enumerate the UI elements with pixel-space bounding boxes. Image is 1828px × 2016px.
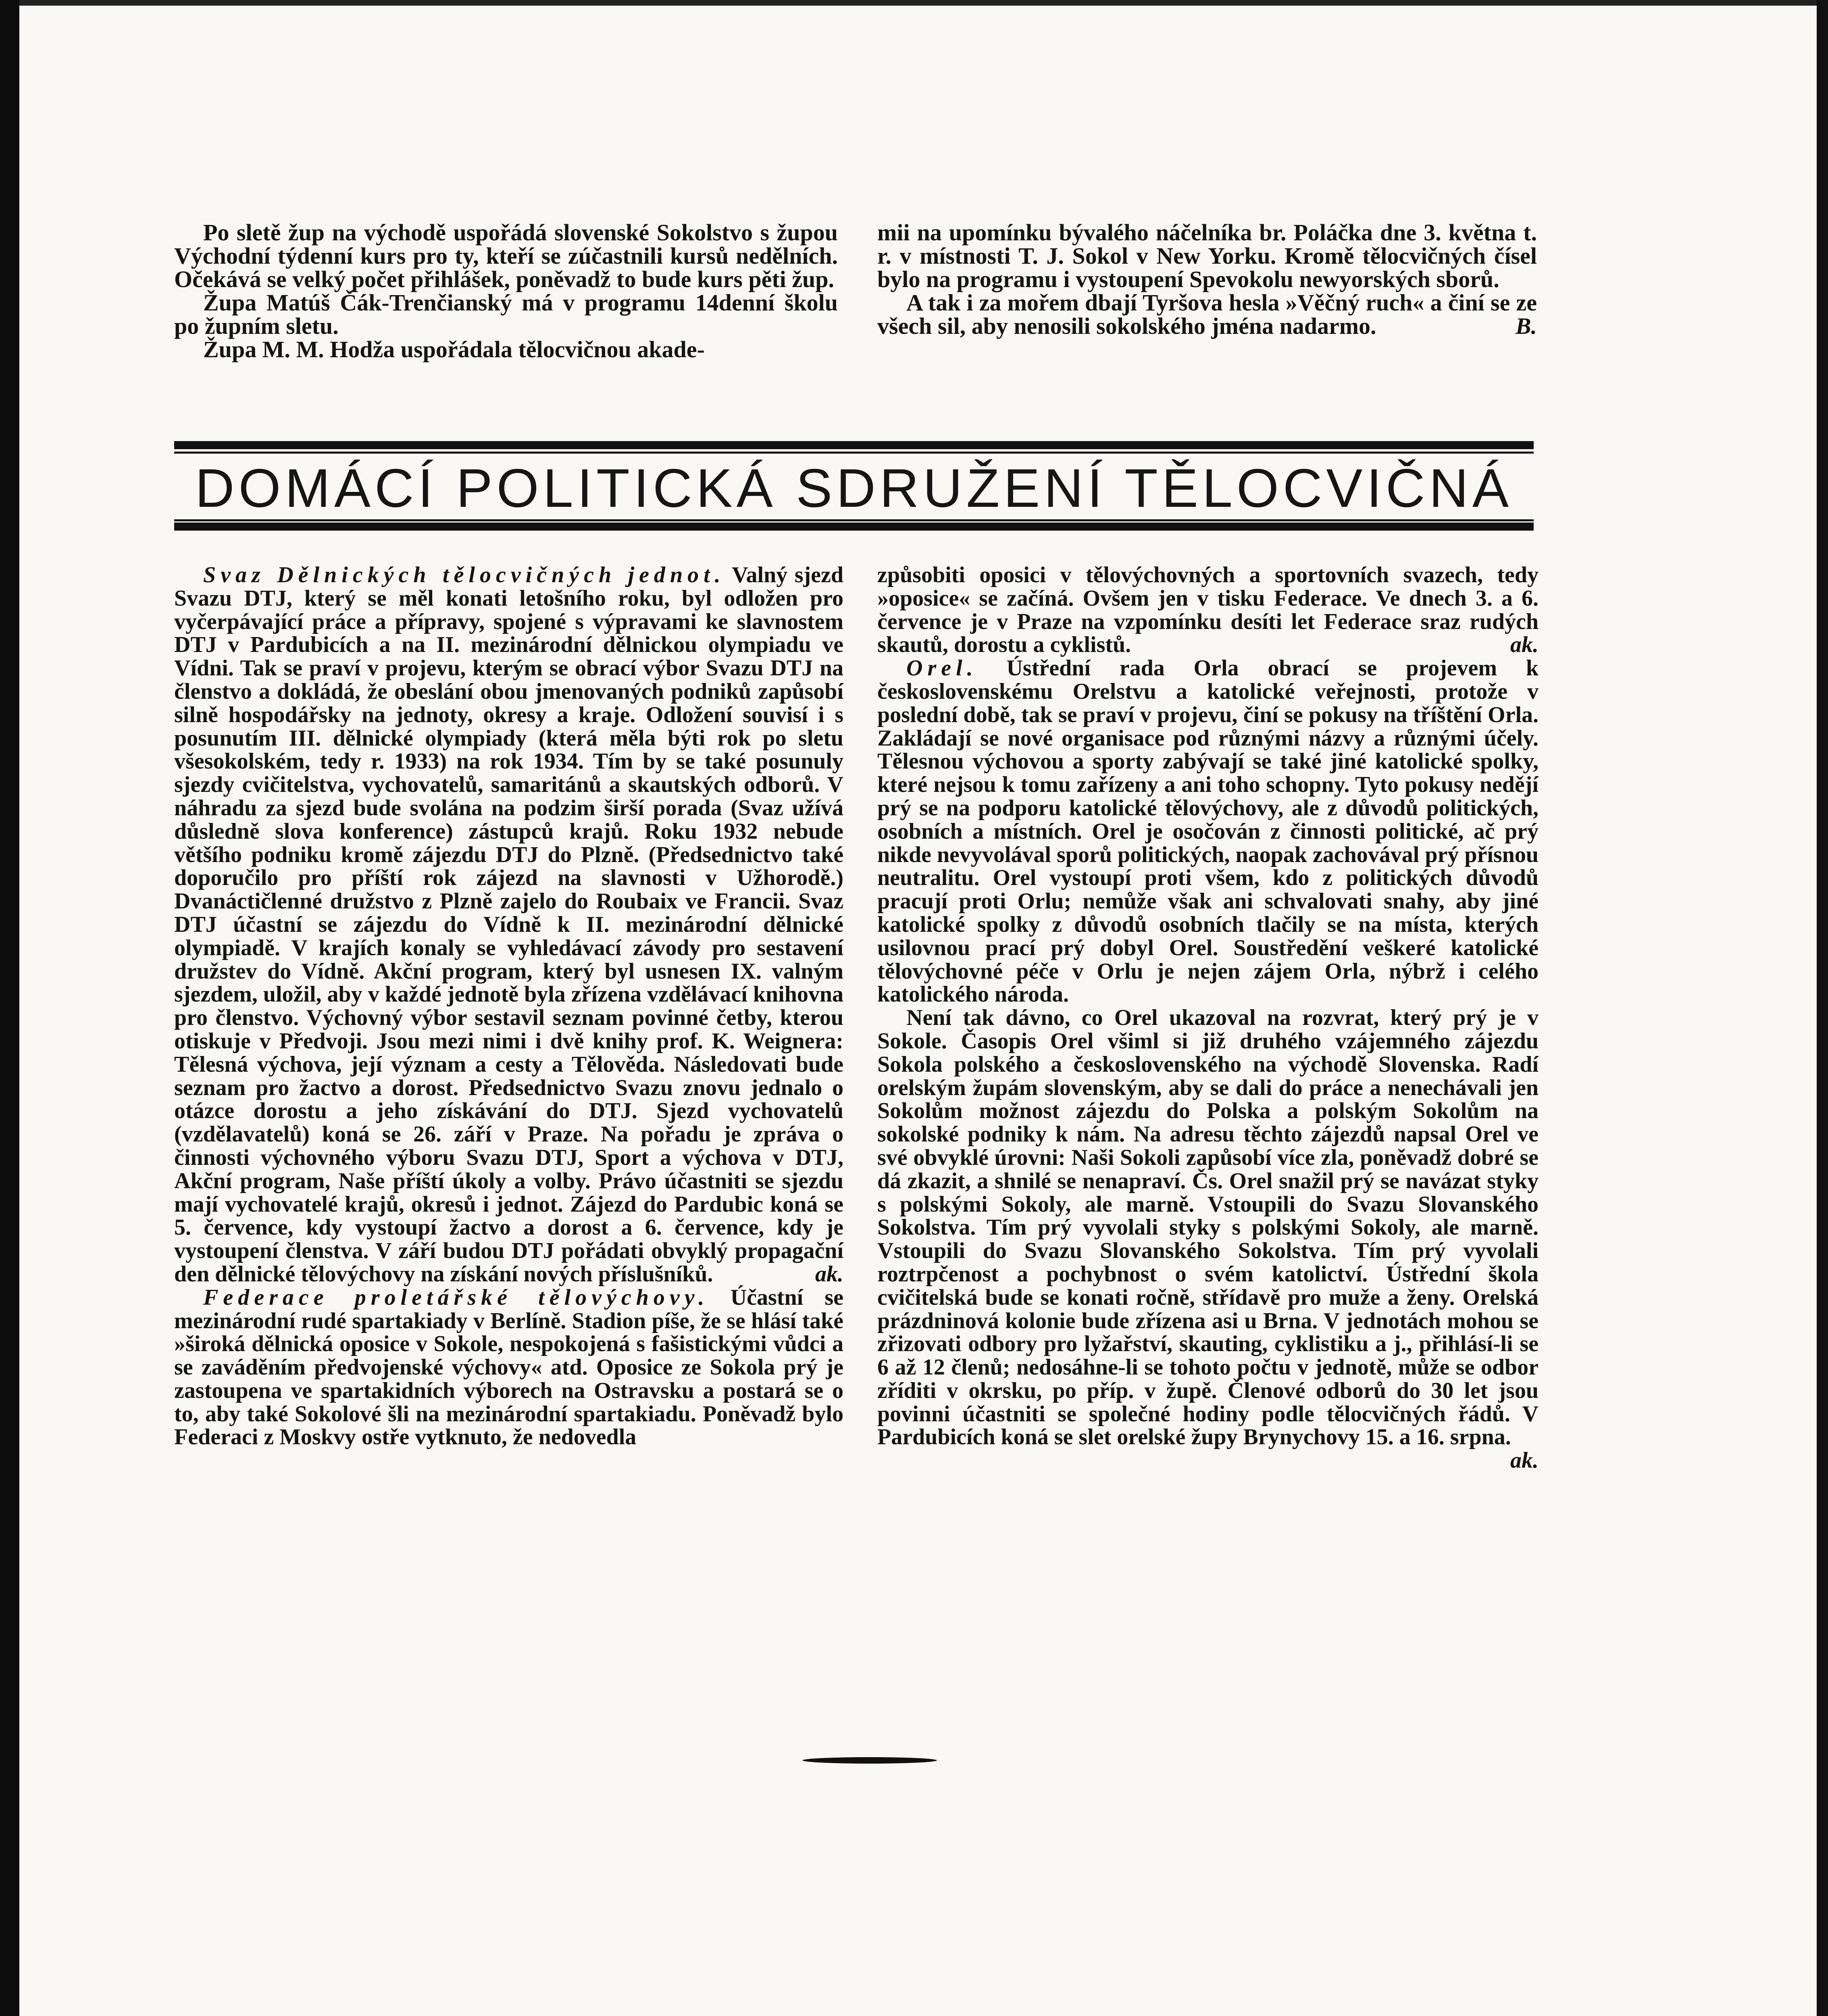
paragraph: Po sletě žup na východě uspořádá slovenské Sokolstvo s župou Východní týdenní kurs pro ty, kteří se zúčastnili kursů nedělních. Očekává se velký počet přihlášek, poněvadž to bude kurs pěti žup. [174,219,838,292]
paragraph [877,564,1539,657]
paragraph [877,1005,1539,1473]
paragraph-text: Valný sjezd Svazu DTJ, který se měl konati letošního roku, byl odložen pro vyčerpávající práce a přípravy, spojené s výpravami ke slavnostem DTJ v Pardubicích a na II. mezinárodní dělnickou olympiadu ve Vídni. Tak se praví v projevu, kterým se obrací výbor Svazu DTJ na členstvo a dokládá, že obeslání obou jmenovaných podniků zapůsobí silně hospodářsky na jednoty, okresy a kraje. Odložení souvisí i s posunutím III. dělnické olympiady (která měla býti rok po sletu všesokolském, tedy r. 1933) na rok 1934. Tím by se také posunuly sjezdy cvičitelstva, vychovatelů, samaritánů a skautských odborů. V náhradu za sjezd bude svolána na podzim širší porada (Svaz užívá důsledně slova konference) zástupců krajů. Roku 1932 nebude většího podniku kromě zájezdu DTJ do Plzně. (Předsednictvo také doporučilo pro příští rok zájezd na slavnosti v Užhorodě.) Dvanáctičlenné družstvo z Plzně zajelo do Roubaix ve Francii. Svaz DTJ účastní se zájezdu do Vídně k II. mezinárodní dělnické olympiadě. V krajích konaly se vyhledávací závody pro sestavení družstev do Vídně. Akční program, který byl usnesen IX. valným sjezdem, uložil, aby v každé jednotě byla zřízena vzdělávací knihovna pro členstvo. Výchovný výbor sestavil seznam povinné četby, kterou otiskuje v Předvoji. Jsou mezi nimi i dvě knihy prof. K. Weignera: Tělesná výchova, její význam a cesty a Tělověda. Následovati bude seznam pro žactvo a dorost. Předsednictvo Svazu znovu jednalo o otázce dorostu a jeho získávání do DTJ. Sjezd vychovatelů (vzdělavatelů) koná se 26. září v Praze. Na pořadu je zpráva o činnosti výchovného výboru Svazu DTJ, Sport a výchova v DTJ, Akční program, Naše příští úkoly a volby. Právo účastniti se sjezdu mají vychovatelé krajů, okresů i jednot. Zájezd do Pardubic koná se 5. července, kdy vystoupí žactvo a dorost a 6. července, kdy je vystoupení členstva. V září budou DTJ pořádati obvyklý propagační den dělnické tělovýchovy na získání nových příslušníků. [174,562,844,1287]
left-column [174,564,843,1449]
section-title: DOMÁCÍ POLITICKÁ SDRUŽENÍ TĚLOCVIČNÁ [195,458,1513,519]
title-rule-bottom-thick [174,523,1534,531]
paragraph [174,1286,843,1450]
end-ornament-rule [802,1757,937,1764]
author-signature: ak. [1510,1448,1539,1473]
title-rule-top-thin [174,452,1534,454]
paragraph-heading: Svaz Dělnických tělocvičných jednot. [203,562,725,587]
paragraph-text: Ústřední rada Orla obrací se projevem k československému Orelstvu a katolické veřejnosti, protože v poslední době, tak se praví v projevu, činí se pokusy na tříštění Orla. Zakládají se nové organisace pod různými názvy a různými účely. Tělesnou výchovou a sporty zabývají se také jiné katolické spolky, které nejsou k tomu zařízeny a ani toho schopny. Tyto pokusy nedějí prý se na podporu katolické tělovýchovy, ale z důvodů politických, osobních a místních. Orel je osočován z činnosti politické, ač prý nikde nevyvolával sporů politických, naopak zachovával prý přísnou neutralitu. Orel vystoupí proti všem, kdo z politických důvodů pracují proti Orlu; nemůže však ani schvalovati snahy, aby jiné katolické spolky z důvodů osobních tlačily se na místa, kterých usilovnou prací prý dobyl Orel. Soustředění veškeré katolické tělovýchovné péče v Orlu je nejen zájem Orla, nýbrž i celého katolického národa. [877,656,1539,1007]
paragraph [877,657,1539,1006]
paragraph-text: A tak i za mořem dbají Tyršova hesla »Věčný ruch« a činí se ze všech sil, aby nenosili sokolského jména nadarmo. [877,289,1537,339]
author-signature: B. [1515,313,1537,339]
paragraph-text: Účastní se mezinárodní rudé spartakiady v Berlíně. Stadion píše, že se hlásí také »široká dělnická oposice v Sokole, nespokojená s fašistickými vůdci a se zaváděním předvojenské výchovy« atd. Oposice ze Sokola prý je zastoupena ve spartakidních výborech na Ostravsku a postará se o to, aby také Sokolové šli na mezinárodní spartakiadu. Poněvadž bylo Federaci z Moskvy ostře vytknuto, že nedovedla [174,1285,843,1450]
top-left-column [174,221,838,361]
scan-edge-top [0,0,1828,6]
scan-edge-left [0,0,19,2016]
top-right-column [877,221,1537,338]
paragraph-text: Není tak dávno, co Orel ukazoval na rozvrat, který prý je v Sokole. Časopis Orel všiml si již druhého vzájemného zájezdu Sokola polského a československého na východě Slovenska. Radí orelským župám slovenským, aby se dali do práce a nenechávali jen Sokolům možnost zájezdu do Polska a polským Sokolům na sokolské podniky k nám. Na adresu těchto zájezdů napsal Orel ve své obvyklé úrovni: Naši Sokoli zapůsobí více zla, poněvadž dobré se dá zkazit, a shnilé se nenapraví. Čs. Orel snažil prý se navázat styky s polskými Sokoly, ale marně. Vstoupili do Svazu Slovanského Sokolstva. Tím prý vyvolali styky s polskými Sokoly, ale marně. Vstoupili do Svazu Slovanského Sokolstva. Tím prý vyvolali roztrpčenost a pochybnost o svém katolictví. Ústřední škola cvičitelská bude se konati ročně, střídavě pro muže a ženy. Orelská prázdninová kolonie bude zřízena asi u Brna. V jednotách mohou se zřizovati odbory pro lyžařství, skauting, cyklistiku a j., přihlásí-li se 6 až 12 členů; nedosáhne-li se tohoto počtu v jednotě, může se odbor zříditi v okrsku, po příp. v župě. Členové odborů do 30 let jsou povinni účastniti se společné hodiny podle tělocvičných řádů. V Pardubicích koná se slet orelské župy Brynychovy 15. a 16. srpna. [877,1005,1539,1450]
paragraph: Župa Matúš Čák-Trenčianský má v programu 14denní školu po župním sletu. [174,289,838,339]
author-signature: ak. [815,1261,843,1287]
title-rule-top-thick [174,441,1534,449]
paragraph: Župa M. M. Hodža uspořádala tělocvičnou akade- [203,336,705,362]
paragraph [174,564,843,1286]
paragraph-heading: Federace proletářské tělovýchovy. [203,1285,709,1310]
paragraph: mii na upomínku bývalého náčelníka br. Poláčka dne 3. května t. r. v místnosti T. J. Sokol v New Yorku. Kromě tělocvičných čísel bylo na programu i vystoupení Spevokolu newyorských sborů. [877,219,1537,292]
paragraph-text: způsobiti oposici v tělovýchovných a sportovních svazech, tedy »oposice« se začíná. Ovšem jen v tisku Federace. Ve dnech 3. a 6. července je v Praze na vzpomínku desíti let Federace sraz rudých skautů, dorostu a cyklistů. [877,562,1539,658]
right-column [877,564,1539,1472]
author-signature: ak. [1510,632,1539,658]
scan-edge-right [1817,0,1828,2016]
title-rule-bottom-thin [174,519,1534,521]
paragraph-heading: Orel. [906,656,978,681]
paragraph [877,291,1537,338]
